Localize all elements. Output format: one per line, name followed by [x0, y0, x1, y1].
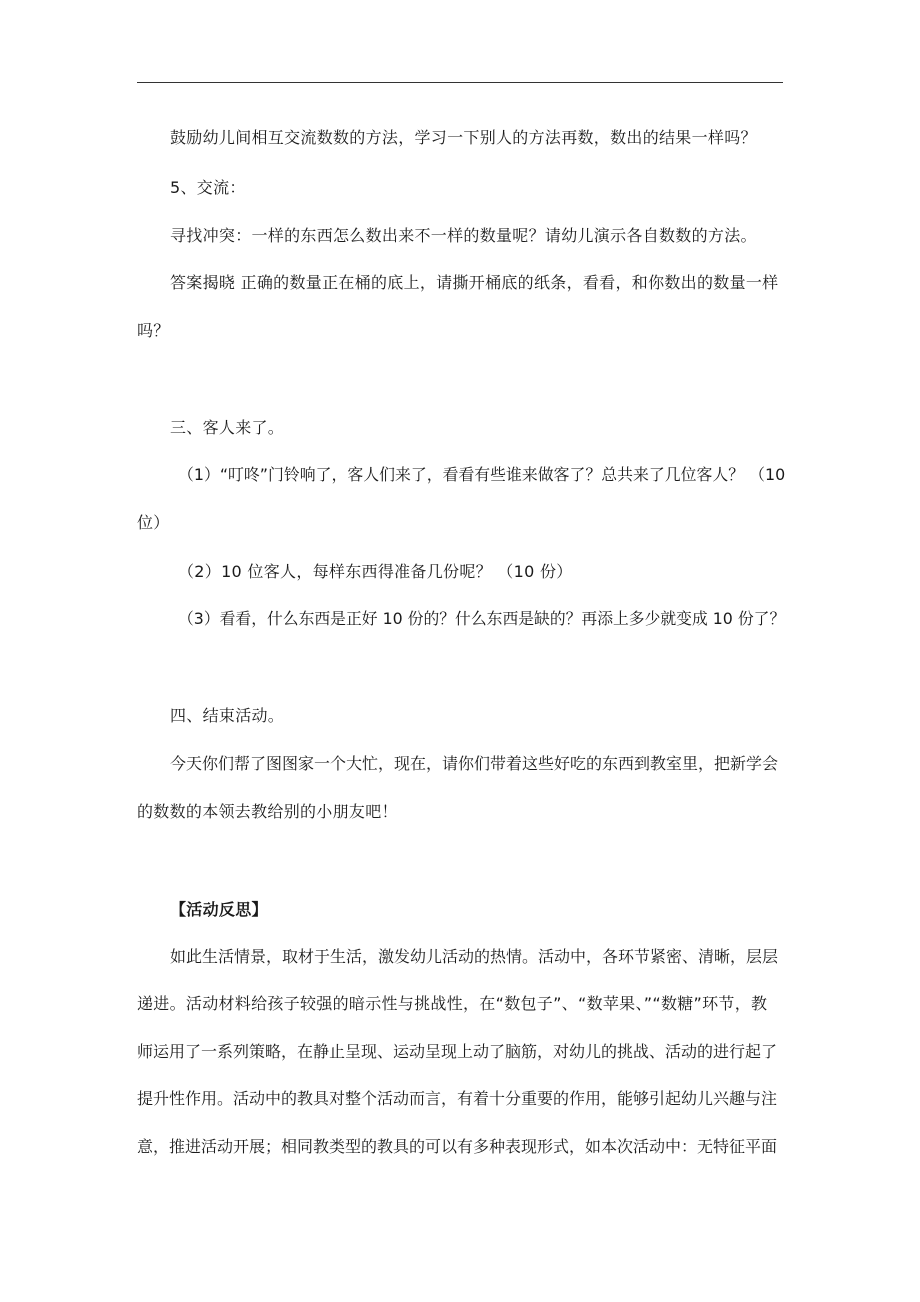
paragraph-line: 吗？ [137, 321, 170, 340]
paragraph-line: 如此生活情景，取材于生活，激发幼儿活动的热情。活动中，各环节紧密、清晰，层层 [170, 947, 779, 966]
paragraph-line: （1）“叮咚”门铃响了，客人们来了，看看有些谁来做客了？总共来了几位客人？ （10 [178, 465, 786, 484]
paragraph-line: 今天你们帮了图图家一个大忙，现在，请你们带着这些好吃的东西到教室里，把新学会 [170, 754, 779, 773]
paragraph-line: 位） [137, 513, 170, 532]
paragraph-line: 鼓励幼儿间相互交流数数的方法，学习一下别人的方法再数，数出的结果一样吗？ [170, 128, 757, 147]
reflection-heading: 【活动反思】 [170, 900, 268, 919]
paragraph-line: 师运用了一系列策略，在静止呈现、运动呈现上动了脑筋，对幼儿的挑战、活动的进行起了 [137, 1042, 778, 1061]
paragraph-line: （3）看看，什么东西是正好 10 份的？什么东西是缺的？再添上多少就变成 10 份了？ [178, 609, 786, 628]
paragraph-line: 意，推进活动开展；相同教类型的教具的可以有多种表现形式，如本次活动中：无特征平面 [137, 1137, 778, 1156]
paragraph-line: 答案揭晓 正确的数量正在桶的底上，请撕开桶底的纸条，看看，和你数出的数量一样 [170, 273, 779, 292]
section-heading: 四、结束活动。 [170, 706, 285, 725]
paragraph-line: 提升性作用。活动中的教具对整个活动而言，有着十分重要的作用，能够引起幼儿兴趣与注 [137, 1089, 778, 1108]
step-heading: 5、交流： [170, 178, 246, 197]
header-rule [137, 82, 783, 83]
paragraph-line: 寻找冲突：一样的东西怎么数出来不一样的数量呢？请幼儿演示各自数数的方法。 [170, 226, 757, 245]
paragraph-line: 的数数的本领去教给别的小朋友吧！ [137, 802, 398, 821]
paragraph-line: （2）10 位客人，每样东西得准备几份呢？ （10 份） [178, 562, 573, 581]
paragraph-line: 递进。活动材料给孩子较强的暗示性与挑战性，在“数包子”、“数苹果、”“数糖”环节，教 [137, 994, 768, 1013]
section-heading: 三、客人来了。 [170, 418, 285, 437]
